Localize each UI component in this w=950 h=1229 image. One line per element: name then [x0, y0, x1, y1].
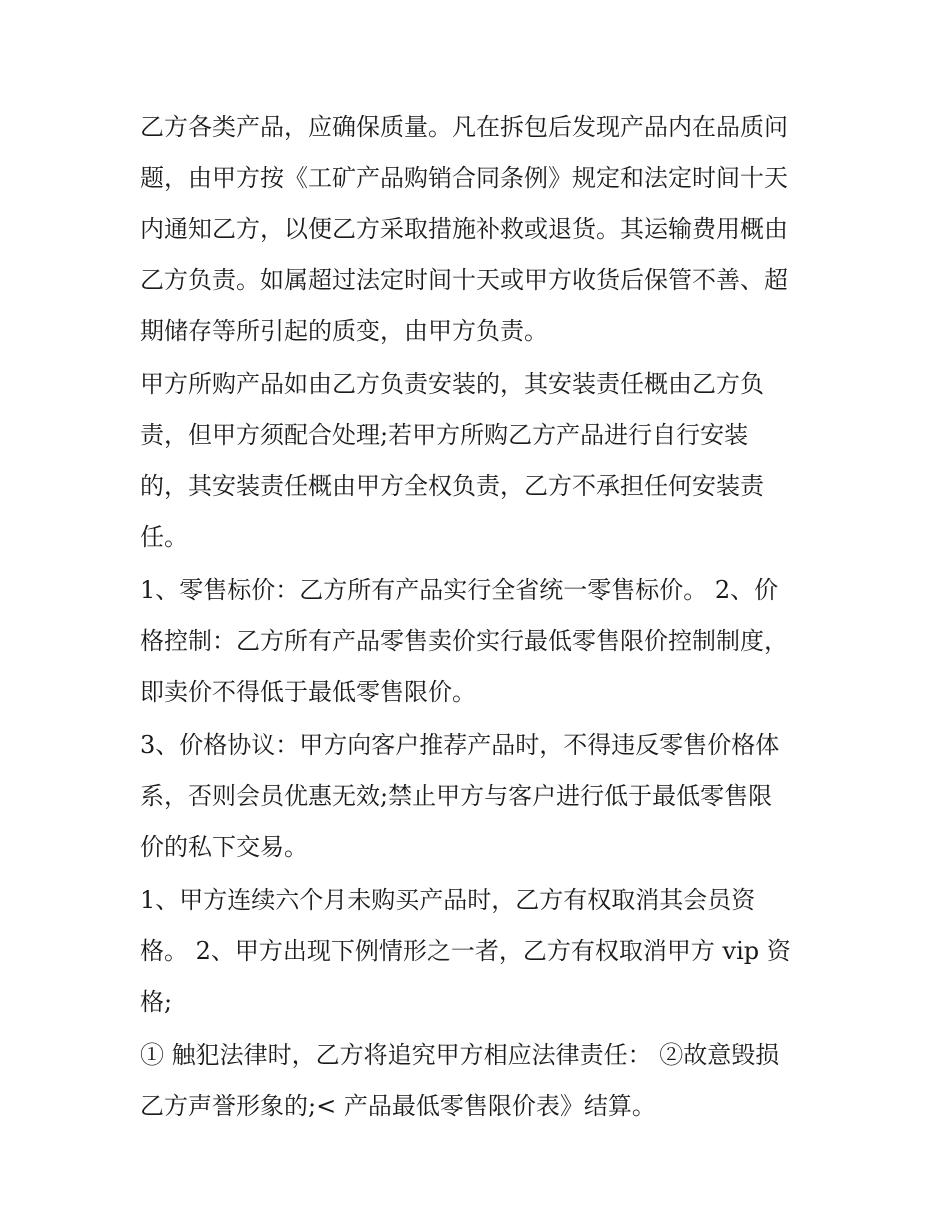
text-line: 内通知乙方，以便乙方采取措施补救或退货。其运输费用概由: [140, 215, 788, 243]
text-line: 任。: [140, 523, 188, 551]
text-line: 乙方负责。如属超过法定时间十天或甲方收货后保管不善、超: [140, 266, 788, 294]
paragraph-violations: [140, 1030, 820, 1132]
text-line: 3、价格协议：甲方向客户推荐产品时，不得违反零售价格体: [140, 731, 780, 759]
text-line: 甲方所购产品如由乙方负责安装的，其安装责任概由乙方负: [140, 370, 764, 398]
document-body: [140, 102, 820, 1134]
text-line: 的，其安装责任概由甲方全权负责，乙方不承担任何安装责: [140, 472, 764, 500]
text-line: 1、甲方连续六个月未购买产品时，乙方有权取消其会员资: [140, 886, 756, 914]
text-line: 系，否则会员优惠无效;禁止甲方与客户进行低于最低零售限: [140, 782, 773, 810]
paragraph-membership: [140, 875, 820, 1028]
text-line: 格控制：乙方所有产品零售卖价实行最低零售限价控制制度，: [140, 627, 788, 655]
text-line: 1、零售标价：乙方所有产品实行全省统一零售标价。 2、价: [140, 576, 779, 604]
paragraph-pricing: [140, 565, 820, 718]
paragraph-installation: [140, 359, 820, 563]
text-line: 价的私下交易。: [140, 833, 308, 861]
text-line: 题，由甲方按《工矿产品购销合同条例》规定和法定时间十天: [140, 164, 788, 192]
text-line: 格;: [140, 988, 173, 1016]
paragraph-price-agreement: [140, 720, 820, 873]
text-line: 乙方各类产品，应确保质量。凡在拆包后发现产品内在品质问: [140, 113, 788, 141]
text-line: 格。 2、甲方出现下例情形之一者，乙方有权取消甲方 vip 资: [140, 937, 791, 965]
text-line: 期储存等所引起的质变，由甲方负责。: [140, 317, 548, 345]
text-line: 即卖价不得低于最低零售限价。: [140, 678, 476, 706]
text-line: ① 触犯法律时，乙方将追究甲方相应法律责任： ②故意毁损: [140, 1041, 780, 1069]
text-line: 乙方声誉形象的;< 产品最低零售限价表》结算。: [140, 1092, 656, 1120]
paragraph-quality: [140, 102, 820, 357]
text-line: 责，但甲方须配合处理;若甲方所购乙方产品进行自行安装: [140, 421, 749, 449]
